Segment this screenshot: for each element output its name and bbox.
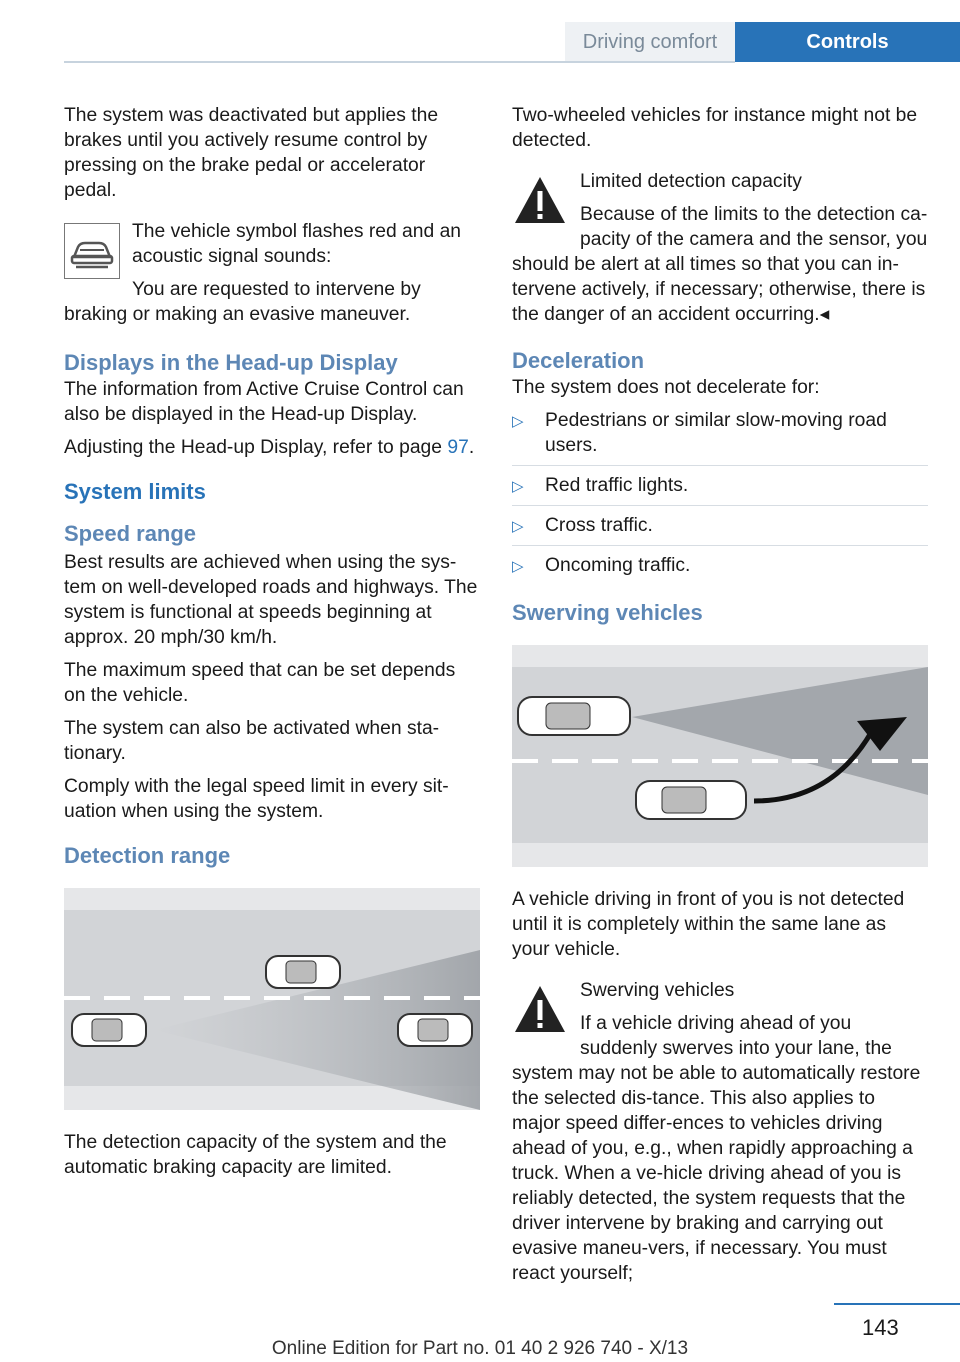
right-column bbox=[512, 103, 928, 1294]
warning-triangle-icon bbox=[512, 173, 568, 229]
car-icon bbox=[398, 1014, 472, 1046]
paragraph: The maximum speed that can be set depends on the vehicle. bbox=[64, 660, 456, 706]
warning-text: If a vehicle driving ahead of you suddenly swerves into your lane, the system may not be able to automatically restore the selected dis‐tance. This also applies to major speed differ‐ences to vehicles driving ahead of you, e.g., when rapidly approaching a truck. When a ve‐hicle driving ahead of you is reliably detected, the system requests that the driver intervene by braking and carrying out evasive maneu‐vers, if necessary. You must react yourself; bbox=[512, 1013, 921, 1284]
bullet-icon: ▷ bbox=[512, 413, 524, 430]
period: . bbox=[468, 437, 475, 458]
list-item-text: Oncoming traffic. bbox=[545, 555, 691, 576]
vehicle-note bbox=[64, 219, 480, 327]
warning-title: Swerving vehicles bbox=[580, 980, 735, 1001]
paragraph: The system can also be activated when sta‐tionary. bbox=[64, 718, 440, 764]
paragraph: The detection capacity of the system and the automatic braking capacity are limited. bbox=[64, 1132, 447, 1178]
paragraph: Best results are achieved when using the sys‐tem on well-developed roads and highways. The system is functional at speeds beginning at approx. 20 mph/30 km/h. bbox=[64, 552, 478, 648]
left-column bbox=[64, 103, 480, 1188]
car-icon bbox=[636, 781, 746, 819]
bullet-icon: ▷ bbox=[512, 478, 524, 495]
bullet-icon: ▷ bbox=[512, 558, 524, 575]
warning-note bbox=[512, 169, 928, 327]
list-item bbox=[512, 553, 928, 585]
warning-title: Limited detection capacity bbox=[580, 171, 802, 192]
deceleration-list bbox=[512, 408, 928, 585]
chapter-tab: Controls bbox=[735, 22, 960, 62]
paragraph: The system was deactivated but applies the brakes until you actively resume control by pressing on the brake pedal or accelerator pedal. bbox=[64, 105, 439, 201]
car-icon bbox=[518, 697, 630, 735]
heading-system-limits: System limits bbox=[64, 479, 206, 504]
heading-swerving: Swerving vehicles bbox=[512, 600, 703, 625]
detection-range-figure bbox=[64, 888, 480, 1110]
header-tabs bbox=[565, 22, 960, 62]
warning-text: Because of the limits to the detection ca‐pacity of the camera and the sensor, you should be alert at all times so that you can in‐tervene actively, if necessary; otherwise, there is the danger of an accident occurring.◂ bbox=[512, 204, 928, 325]
note-text: You are requested to intervene by braking or making an evasive maneuver. bbox=[64, 279, 421, 325]
vehicle-symbol-icon bbox=[64, 223, 120, 279]
paragraph-text: Adjusting the Head-up Display, refer to page bbox=[64, 437, 442, 458]
list-item-text: Cross traffic. bbox=[545, 515, 653, 536]
paragraph: The information from Active Cruise Control can also be displayed in the Head-up Display. bbox=[64, 379, 464, 425]
paragraph bbox=[64, 435, 480, 460]
footer-rule bbox=[834, 1303, 960, 1305]
edition-footer: Online Edition for Part no. 01 40 2 926 740 - X/13 bbox=[271, 1338, 689, 1359]
section-tab: Driving comfort bbox=[565, 22, 735, 62]
swerving-vehicles-figure bbox=[512, 645, 928, 867]
heading-speed-range: Speed range bbox=[64, 521, 197, 546]
paragraph: Two-wheeled vehicles for instance might not be detected. bbox=[512, 105, 918, 151]
list-item bbox=[512, 408, 928, 466]
paragraph: The system does not decelerate for: bbox=[512, 377, 820, 398]
warning-triangle-icon bbox=[512, 982, 568, 1038]
warning-note bbox=[512, 978, 928, 1286]
page-number: 143 bbox=[862, 1315, 899, 1340]
paragraph: A vehicle driving in front of you is not detected until it is completely within the same lane as your vehicle. bbox=[512, 889, 905, 960]
bullet-icon: ▷ bbox=[512, 518, 524, 535]
car-icon bbox=[266, 956, 340, 988]
note-text: The vehicle symbol flashes red and an acoustic signal sounds: bbox=[132, 221, 462, 267]
heading-detection-range: Detection range bbox=[64, 843, 231, 868]
list-item-text: Pedestrians or similar slow-moving road users. bbox=[545, 410, 887, 456]
car-icon bbox=[72, 1014, 146, 1046]
list-item-text: Red traffic lights. bbox=[545, 475, 689, 496]
paragraph: Comply with the legal speed limit in every sit‐uation when using the system. bbox=[64, 776, 449, 822]
heading-deceleration: Deceleration bbox=[512, 348, 645, 373]
page-link[interactable]: 97 bbox=[447, 437, 469, 458]
heading-hud: Displays in the Head-up Display bbox=[64, 350, 398, 375]
header-rule bbox=[64, 61, 735, 63]
list-item bbox=[512, 513, 928, 546]
list-item bbox=[512, 473, 928, 506]
